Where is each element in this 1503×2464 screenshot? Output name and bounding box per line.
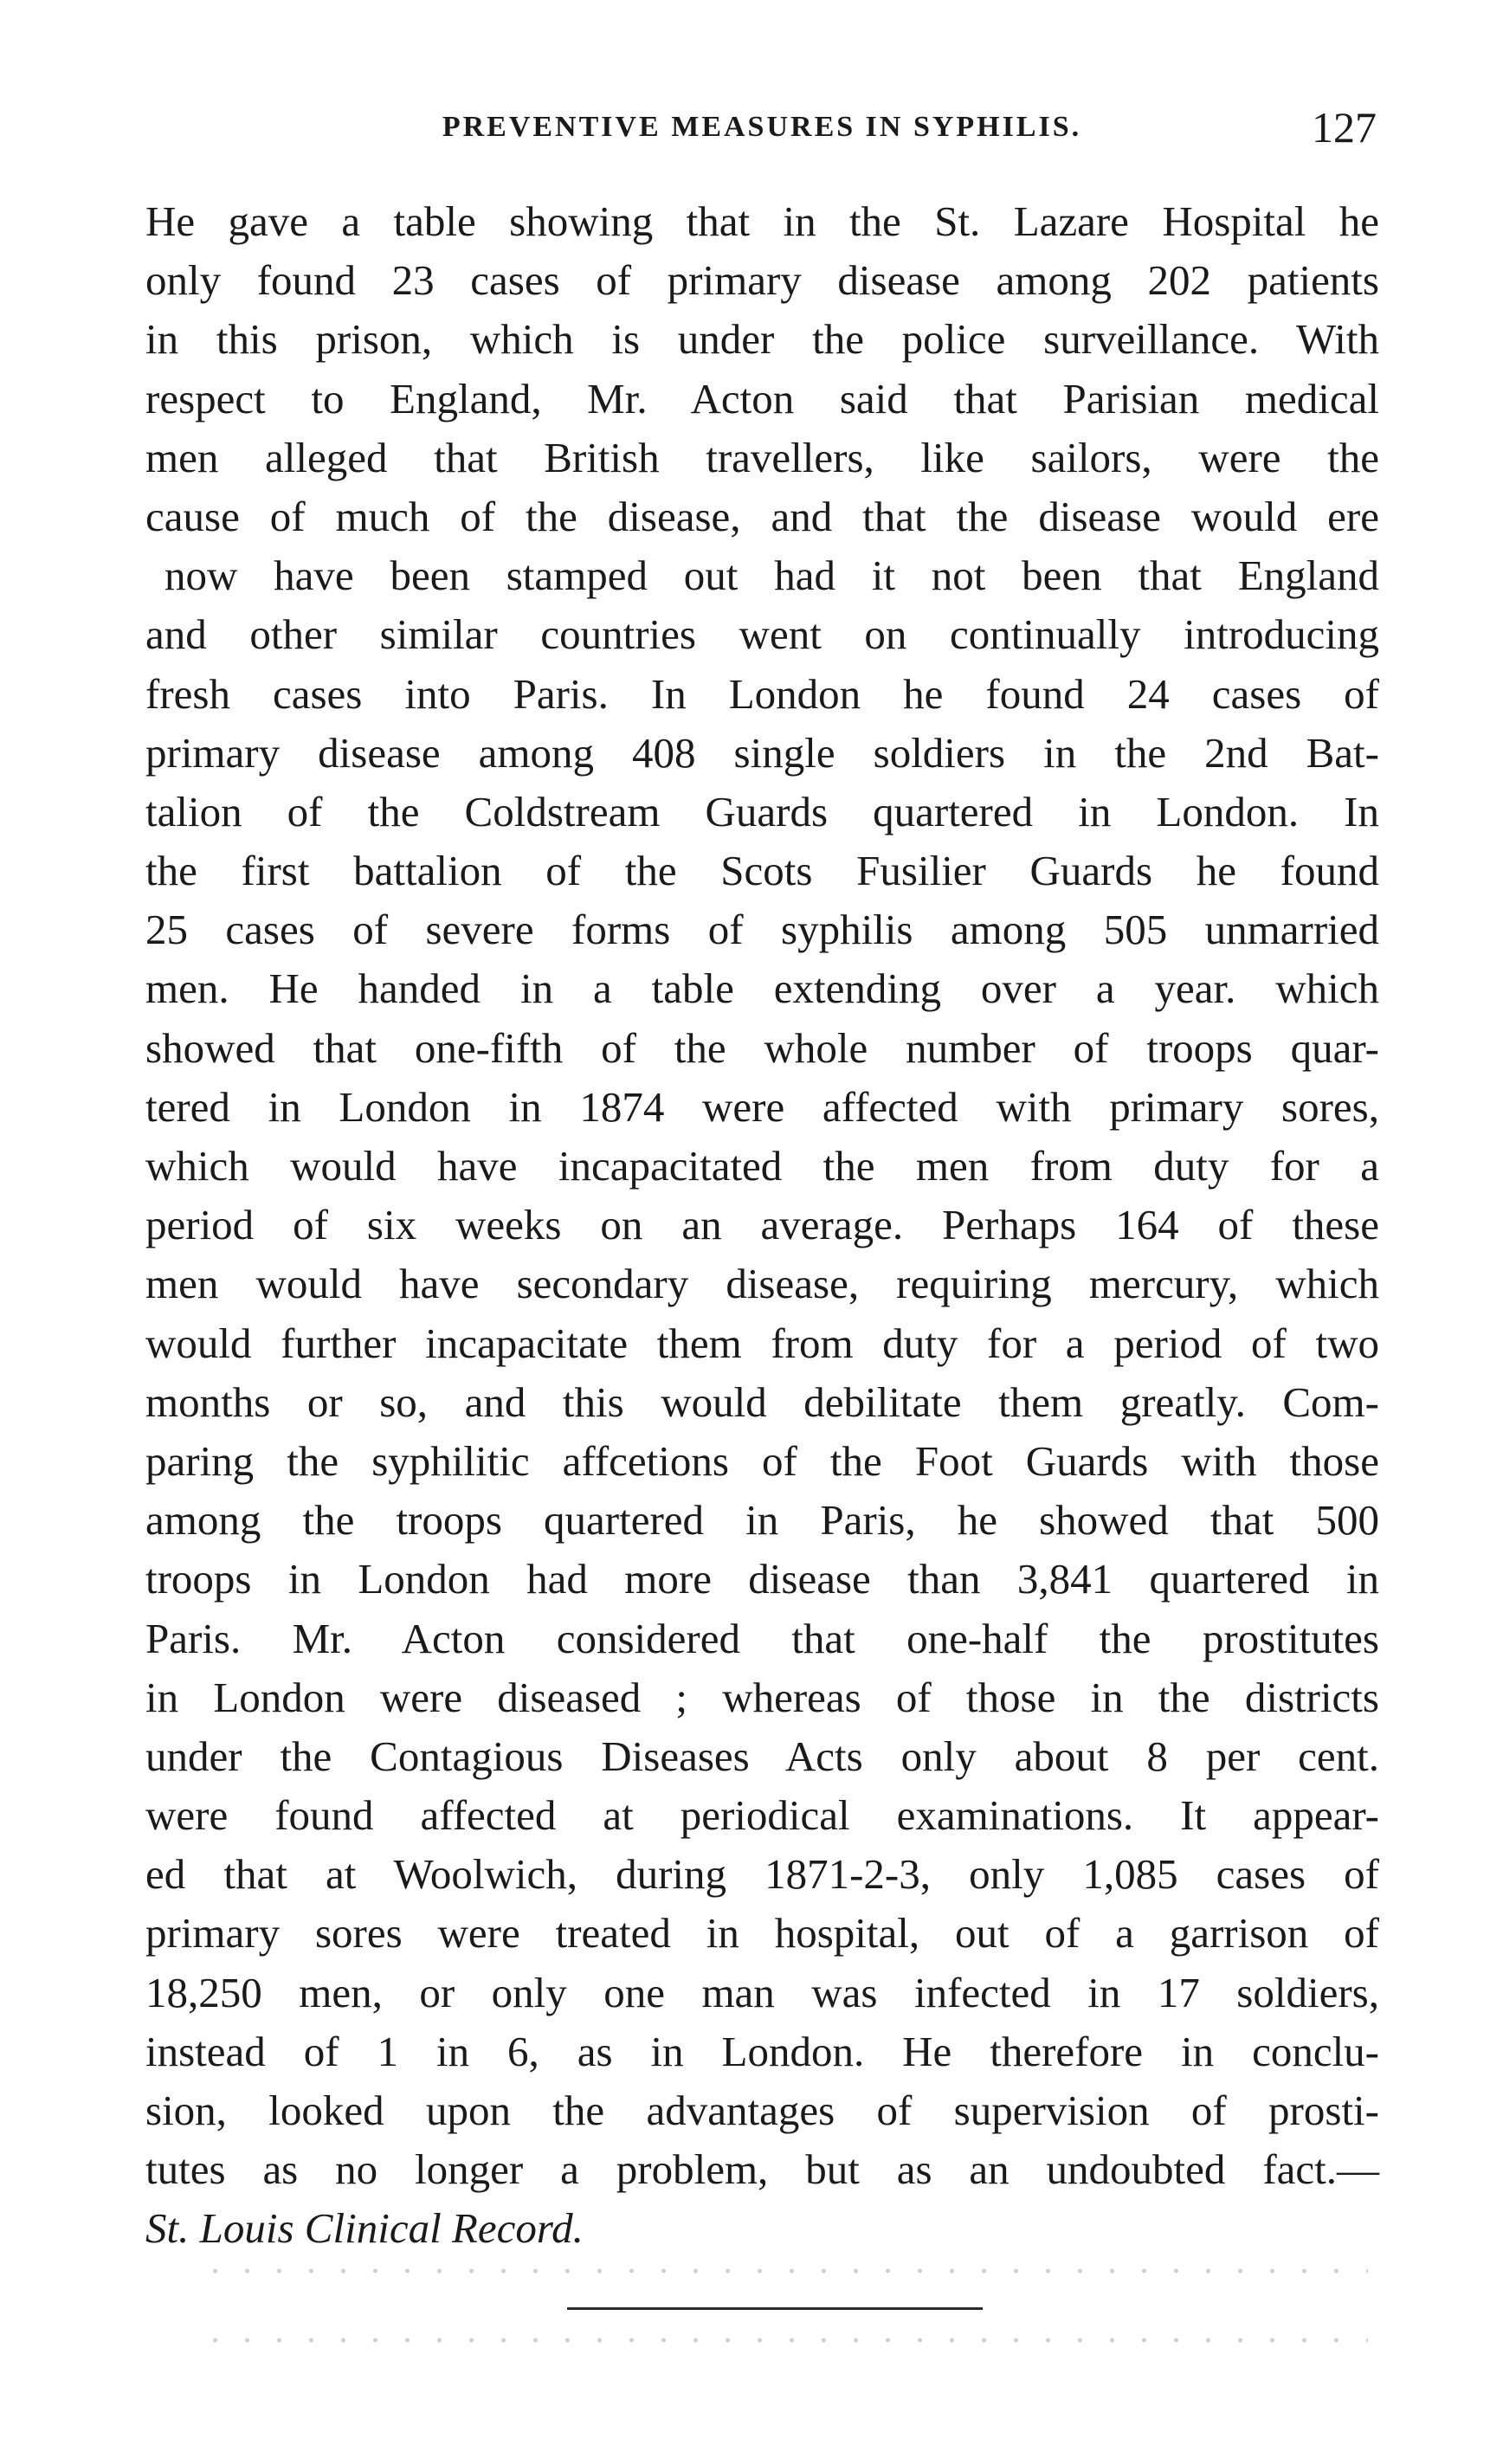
text-line: men alleged that British travellers, like sailors, were the [145, 433, 1379, 481]
section-rule [567, 2307, 983, 2310]
text-line: under the Contagious Diseases Acts only about 8 per cent. [145, 1732, 1379, 1780]
text-line: tutes as no longer a problem, but as an undoubted fact.— [145, 2145, 1379, 2194]
text-line: primary sores were treated in hospital, out of a garrison of [145, 1909, 1379, 1958]
text-line: would further incapacitate them from duty for a period of two [145, 1319, 1379, 1367]
text-line: men would have secondary disease, requiring mercury, which [145, 1260, 1379, 1308]
text-line: period of six weeks on an average. Perhaps 164 of these [145, 1201, 1379, 1249]
text-line: sion, looked upon the advantages of supervision of prosti- [145, 2087, 1379, 2134]
text-line: He gave a table showing that in the St. Lazare Hospital he [145, 197, 1379, 245]
text-line: which would have incapacitated the men from duty for a [145, 1142, 1379, 1190]
text-line: in this prison, which is under the police surveillance. With [145, 315, 1379, 364]
text-line: 18,250 men, or only one man was infected in 17 soldiers, [145, 1968, 1379, 2016]
text-line: 25 cases of severe forms of syphilis among 505 unmarried [145, 906, 1379, 954]
text-line: respect to England, Mr. Acton said that Parisian medical [145, 374, 1379, 422]
text-line: the first battalion of the Scots Fusilier Guards he found [145, 847, 1379, 895]
text-line: among the troops quartered in Paris, he showed that 500 [145, 1496, 1379, 1545]
bleed-through-specks [199, 2327, 1368, 2353]
text-line: and other similar countries went on continually introducing [145, 610, 1379, 659]
text-line: Paris. Mr. Acton considered that one-half the prostitutes [145, 1614, 1379, 1662]
text-line: months or so, and this would debilitate them greatly. Com- [145, 1377, 1379, 1426]
bleed-through-specks [199, 2258, 1368, 2284]
text-line: tered in London in 1874 were affected with primary sores, [145, 1082, 1379, 1131]
text-line: fresh cases into Paris. In London he found 24 cases of [145, 669, 1379, 718]
text-line: instead of 1 in 6, as in London. He therefore in conclu- [145, 2027, 1379, 2075]
body-text [145, 192, 1379, 2259]
text-line: in London were diseased ; whereas of those in the districts [145, 1673, 1379, 1721]
text-line: were found affected at periodical examinations. It appear- [145, 1791, 1379, 1840]
page-header [147, 102, 1377, 163]
text-line: men. He handed in a table extending over a year. which [145, 964, 1379, 1013]
page-number: 127 [1312, 103, 1377, 152]
text-line: now have been stamped out had it not been that England [164, 551, 1379, 600]
text-line: paring the syphilitic affcetions of the Foot Guards with those [145, 1436, 1379, 1485]
text-line: talion of the Coldstream Guards quartered in London. In [145, 787, 1379, 835]
text-line: cause of much of the disease, and that the disease would ere [145, 492, 1379, 540]
source-citation: St. Louis Clinical Record. [145, 2204, 584, 2253]
text-line: ed that at Woolwich, during 1871-2-3, only 1,085 cases of [145, 1850, 1379, 1899]
running-head: PREVENTIVE MEASURES IN SYPHILIS. [442, 111, 1082, 143]
text-line: troops in London had more disease than 3,841 quartered in [145, 1555, 1379, 1603]
text-line: showed that one-fifth of the whole number of troops quar- [145, 1023, 1379, 1072]
text-line: only found 23 cases of primary disease among 202 patients [145, 256, 1379, 305]
text-line: primary disease among 408 single soldiers in the 2nd Bat- [145, 728, 1379, 777]
